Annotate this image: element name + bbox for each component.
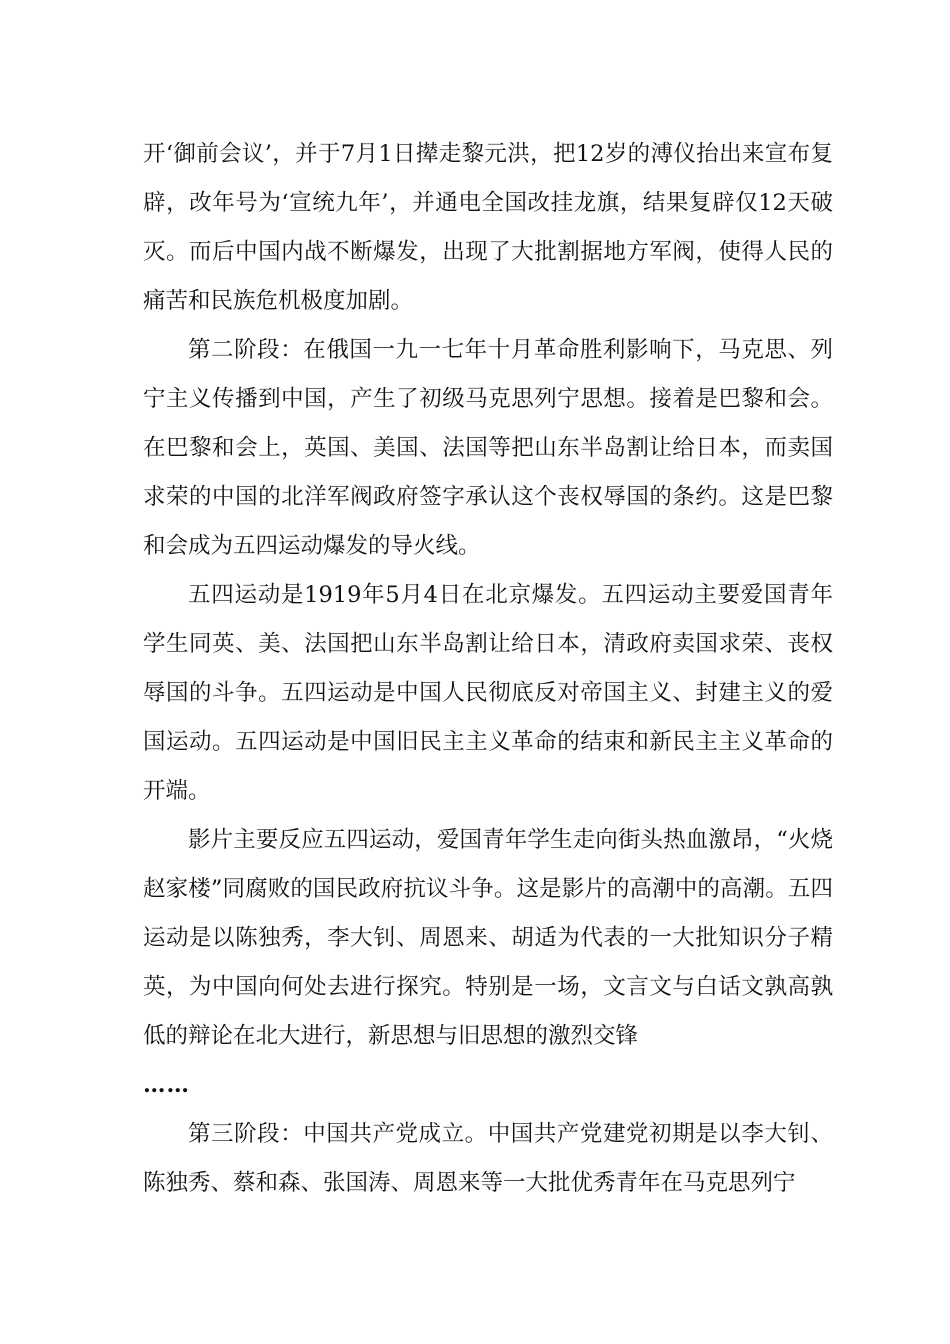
paragraph-may-fourth: 五四运动是1919年5月4日在北京爆发。五四运动主要爱国青年学生同英、美、法国把山东半岛割让给日本，清政府卖国求荣、丧权辱国的斗争。五四运动是中国人民彻底反对帝国主义、封建主义的爱国运动。五四运动是中国旧民主主义革命的结束和新民主主义革命的开端。 [143,582,833,804]
paragraph-stage-two: 第二阶段：在俄国一九一七年十月革命胜利影响下，马克思、列宁主义传播到中国，产生了初级马克思列宁思想。接着是巴黎和会。在巴黎和会上，英国、美国、法国等把山东半岛割让给日本，而卖国求荣的中国的北洋军阀政府签字承认这个丧权辱国的条约。这是巴黎和会成为五四运动爆发的导火线。 [143,337,833,559]
paragraph-continuation: 开‘御前会议’，并于7月1日撵走黎元洪，把12岁的溥仪抬出来宣布复辟，改年号为‘宣统九年’，并通电全国改挂龙旗，结果复辟仅12天破灭。而后中国内战不断爆发，出现了大批割据地方军阀，使得人民的痛苦和民族危机极度加剧。 [143,141,833,314]
paragraph-stage-three: 第三阶段：中国共产党成立。中国共产党建党初期是以李大钊、陈独秀、蔡和森、张国涛、周恩来等一大批优秀青年在马克思列宁 [143,1121,833,1196]
document-body [143,130,833,1208]
ellipsis-line: …… [143,1072,190,1098]
paragraph-film: 影片主要反应五四运动，爱国青年学生走向街头热血激昂，“火烧赵家楼”同腐败的国民政府抗议斗争。这是影片的高潮中的高潮。五四运动是以陈独秀，李大钊、周恩来、胡适为代表的一大批知识分子精英，为中国向何处去进行探究。特别是一场，文言文与白话文孰高孰低的辩论在北大进行，新思想与旧思想的激烈交锋 [143,827,833,1049]
